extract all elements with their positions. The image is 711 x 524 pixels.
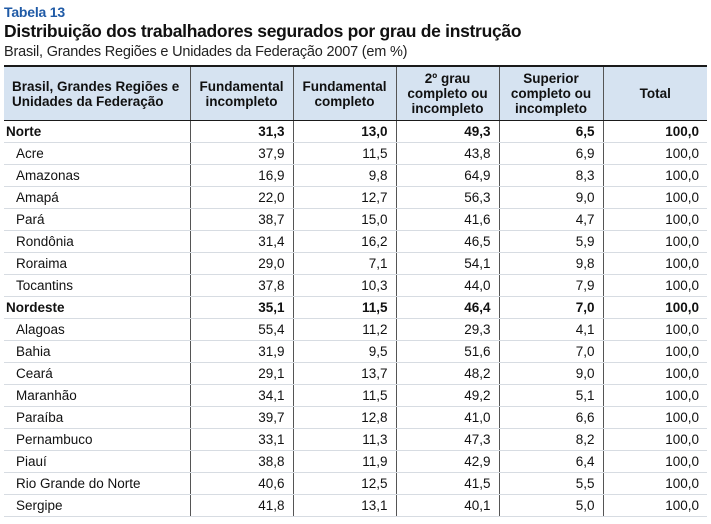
table-row: [4, 231, 707, 253]
table-row: [4, 473, 707, 495]
cell-superior: 5,9: [499, 231, 603, 253]
table-row: [4, 275, 707, 297]
cell-fundamental-completo: 11,2: [293, 319, 396, 341]
row-label: Pará: [4, 209, 190, 231]
cell-total: 100,0: [603, 385, 707, 407]
cell-fundamental-completo: 12,7: [293, 187, 396, 209]
table-row: [4, 341, 707, 363]
cell-fundamental-completo: 11,5: [293, 297, 396, 319]
cell-superior: 6,6: [499, 407, 603, 429]
row-label: Rondônia: [4, 231, 190, 253]
cell-superior: 4,7: [499, 209, 603, 231]
cell-segundo-grau: 64,9: [396, 165, 499, 187]
cell-fundamental-completo: 9,8: [293, 165, 396, 187]
cell-fundamental-completo: 13,1: [293, 495, 396, 517]
cell-total: 100,0: [603, 209, 707, 231]
cell-segundo-grau: 43,8: [396, 143, 499, 165]
row-label: Norte: [4, 121, 190, 143]
table-row: [4, 253, 707, 275]
table-row: [4, 407, 707, 429]
cell-superior: 8,3: [499, 165, 603, 187]
cell-total: 100,0: [603, 319, 707, 341]
table-row: [4, 187, 707, 209]
cell-fundamental-completo: 11,5: [293, 385, 396, 407]
cell-superior: 5,1: [499, 385, 603, 407]
cell-segundo-grau: 40,1: [396, 495, 499, 517]
column-header-segundo-grau: 2º grau completo ou incompleto: [396, 66, 499, 121]
table-row: [4, 429, 707, 451]
row-label: Nordeste: [4, 297, 190, 319]
cell-superior: 9,0: [499, 363, 603, 385]
table-row: [4, 319, 707, 341]
table-header-row: [4, 66, 707, 121]
row-label: Tocantins: [4, 275, 190, 297]
page-subtitle: Brasil, Grandes Regiões e Unidades da Federação 2007 (em %): [4, 44, 408, 60]
cell-segundo-grau: 49,3: [396, 121, 499, 143]
cell-total: 100,0: [603, 231, 707, 253]
cell-superior: 7,0: [499, 341, 603, 363]
column-header-region: Brasil, Grandes Regiões e Unidades da Federação: [4, 66, 190, 121]
row-label: Rio Grande do Norte: [4, 473, 190, 495]
cell-fundamental-completo: 15,0: [293, 209, 396, 231]
row-label: Acre: [4, 143, 190, 165]
cell-superior: 6,5: [499, 121, 603, 143]
cell-segundo-grau: 46,5: [396, 231, 499, 253]
cell-segundo-grau: 41,5: [396, 473, 499, 495]
row-label: Amazonas: [4, 165, 190, 187]
cell-superior: 6,9: [499, 143, 603, 165]
cell-segundo-grau: 41,0: [396, 407, 499, 429]
page-title: Distribuição dos trabalhadores segurados por grau de instrução: [4, 21, 522, 41]
cell-fundamental-incompleto: 37,9: [190, 143, 293, 165]
row-label: Ceará: [4, 363, 190, 385]
cell-total: 100,0: [603, 341, 707, 363]
cell-total: 100,0: [603, 121, 707, 143]
cell-total: 100,0: [603, 275, 707, 297]
cell-total: 100,0: [603, 165, 707, 187]
cell-fundamental-incompleto: 29,1: [190, 363, 293, 385]
column-header-superior: Superior completo ou incompleto: [499, 66, 603, 121]
cell-superior: 4,1: [499, 319, 603, 341]
row-label: Roraima: [4, 253, 190, 275]
cell-fundamental-completo: 12,8: [293, 407, 396, 429]
cell-segundo-grau: 42,9: [396, 451, 499, 473]
row-label: Sergipe: [4, 495, 190, 517]
cell-fundamental-incompleto: 33,1: [190, 429, 293, 451]
table-row: [4, 451, 707, 473]
row-label: Bahia: [4, 341, 190, 363]
cell-segundo-grau: 46,4: [396, 297, 499, 319]
cell-segundo-grau: 47,3: [396, 429, 499, 451]
table-body: [4, 121, 707, 517]
cell-fundamental-incompleto: 55,4: [190, 319, 293, 341]
cell-total: 100,0: [603, 495, 707, 517]
cell-fundamental-incompleto: 38,7: [190, 209, 293, 231]
cell-fundamental-incompleto: 40,6: [190, 473, 293, 495]
cell-fundamental-completo: 11,9: [293, 451, 396, 473]
cell-total: 100,0: [603, 187, 707, 209]
cell-fundamental-incompleto: 29,0: [190, 253, 293, 275]
cell-fundamental-completo: 13,7: [293, 363, 396, 385]
cell-fundamental-incompleto: 31,4: [190, 231, 293, 253]
cell-total: 100,0: [603, 253, 707, 275]
cell-total: 100,0: [603, 407, 707, 429]
cell-total: 100,0: [603, 473, 707, 495]
cell-superior: 6,4: [499, 451, 603, 473]
cell-total: 100,0: [603, 451, 707, 473]
row-label: Alagoas: [4, 319, 190, 341]
region-row: [4, 121, 707, 143]
region-row: [4, 297, 707, 319]
cell-segundo-grau: 54,1: [396, 253, 499, 275]
cell-superior: 8,2: [499, 429, 603, 451]
cell-segundo-grau: 44,0: [396, 275, 499, 297]
cell-total: 100,0: [603, 143, 707, 165]
row-label: Maranhão: [4, 385, 190, 407]
cell-segundo-grau: 41,6: [396, 209, 499, 231]
cell-fundamental-incompleto: 41,8: [190, 495, 293, 517]
cell-fundamental-incompleto: 34,1: [190, 385, 293, 407]
table-row: [4, 363, 707, 385]
cell-fundamental-completo: 11,3: [293, 429, 396, 451]
table-row: [4, 143, 707, 165]
cell-superior: 7,0: [499, 297, 603, 319]
cell-fundamental-incompleto: 39,7: [190, 407, 293, 429]
cell-segundo-grau: 51,6: [396, 341, 499, 363]
table-label: Tabela 13: [4, 4, 65, 20]
cell-segundo-grau: 29,3: [396, 319, 499, 341]
cell-fundamental-completo: 13,0: [293, 121, 396, 143]
cell-fundamental-completo: 10,3: [293, 275, 396, 297]
cell-segundo-grau: 48,2: [396, 363, 499, 385]
column-header-fundamental-completo: Fundamental completo: [293, 66, 396, 121]
column-header-total: Total: [603, 66, 707, 121]
table-container: [4, 4, 707, 517]
column-header-fundamental-incompleto: Fundamental incompleto: [190, 66, 293, 121]
cell-fundamental-incompleto: 37,8: [190, 275, 293, 297]
cell-fundamental-incompleto: 31,3: [190, 121, 293, 143]
cell-fundamental-incompleto: 35,1: [190, 297, 293, 319]
table-row: [4, 165, 707, 187]
cell-segundo-grau: 49,2: [396, 385, 499, 407]
cell-total: 100,0: [603, 363, 707, 385]
cell-fundamental-completo: 11,5: [293, 143, 396, 165]
row-label: Piauí: [4, 451, 190, 473]
cell-superior: 7,9: [499, 275, 603, 297]
table-row: [4, 385, 707, 407]
row-label: Pernambuco: [4, 429, 190, 451]
row-label: Paraíba: [4, 407, 190, 429]
cell-superior: 5,0: [499, 495, 603, 517]
table-row: [4, 209, 707, 231]
cell-fundamental-incompleto: 38,8: [190, 451, 293, 473]
cell-fundamental-completo: 9,5: [293, 341, 396, 363]
data-table: [4, 65, 707, 517]
cell-total: 100,0: [603, 429, 707, 451]
cell-segundo-grau: 56,3: [396, 187, 499, 209]
cell-superior: 9,0: [499, 187, 603, 209]
cell-fundamental-completo: 7,1: [293, 253, 396, 275]
cell-fundamental-incompleto: 31,9: [190, 341, 293, 363]
cell-fundamental-incompleto: 16,9: [190, 165, 293, 187]
cell-fundamental-incompleto: 22,0: [190, 187, 293, 209]
cell-superior: 5,5: [499, 473, 603, 495]
cell-fundamental-completo: 12,5: [293, 473, 396, 495]
cell-fundamental-completo: 16,2: [293, 231, 396, 253]
cell-total: 100,0: [603, 297, 707, 319]
cell-superior: 9,8: [499, 253, 603, 275]
table-row: [4, 495, 707, 517]
row-label: Amapá: [4, 187, 190, 209]
